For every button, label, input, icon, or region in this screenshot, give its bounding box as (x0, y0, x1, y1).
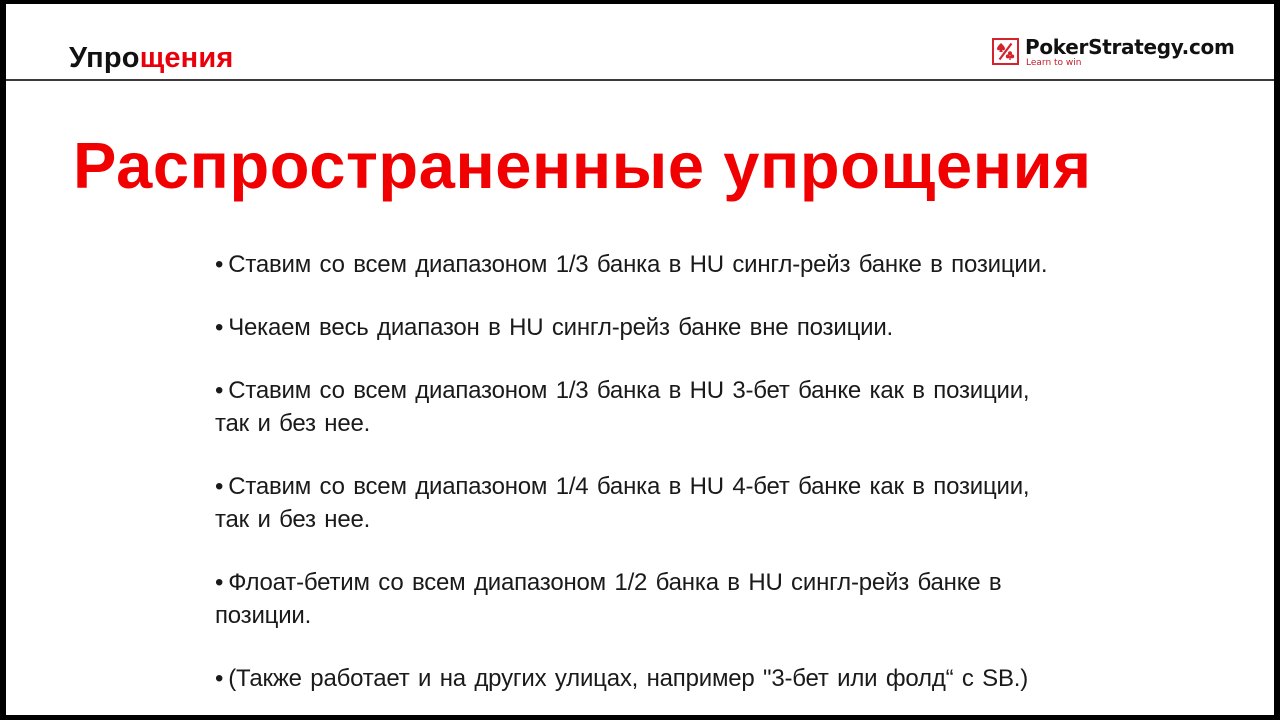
bullet-text: (Также работает и на других улицах, например "3-бет или фолд“ с SB.) (228, 665, 1029, 692)
bullet-line (215, 248, 1135, 281)
bullet-item (215, 566, 1135, 632)
bullet-line (215, 374, 1135, 407)
section-title-dark: Упро (69, 42, 140, 74)
bullet-dot: • (215, 251, 224, 278)
bullet-text: Чекаем весь диапазон в HU сингл-рейз банке вне позиции. (228, 314, 893, 341)
bullet-line (215, 662, 1135, 695)
bullet-dot: • (215, 665, 224, 692)
pokerstrategy-logo (992, 36, 1235, 72)
bullet-item (215, 470, 1135, 536)
bullet-text: Ставим со всем диапазоном 1/3 банка в HU 3-бет банке как в позиции, (228, 377, 1030, 404)
bullet-text: Флоат-бетим со всем диапазоном 1/2 банка в HU сингл-рейз банке в (228, 569, 1002, 596)
bullet-dot: • (215, 377, 224, 404)
bullet-item (215, 248, 1135, 281)
logo-tagline: Learn to win (1026, 58, 1082, 68)
section-title (69, 40, 234, 76)
bullet-text: Ставим со всем диапазоном 1/4 банка в HU 4-бет банке как в позиции, (228, 473, 1030, 500)
bullet-line (215, 470, 1135, 503)
bullet-dot: • (215, 314, 224, 341)
header-divider (6, 79, 1274, 81)
slide-title: Распространенные упрощения (73, 129, 1092, 202)
bullet-item (215, 662, 1135, 695)
logo-name: PokerStrategy.com (1025, 35, 1235, 59)
bullet-dot: • (215, 473, 224, 500)
logo-text (1025, 36, 1235, 68)
section-title-accent: щения (139, 42, 234, 74)
bullet-text: Ставим со всем диапазоном 1/3 банка в HU сингл-рейз банке в позиции. (228, 251, 1048, 278)
bullet-item (215, 374, 1135, 440)
percent-suits-icon (992, 38, 1019, 65)
bullet-list (215, 248, 1135, 715)
bullet-line-continuation: позиции. (215, 602, 312, 629)
slide-header (6, 4, 1274, 80)
bullet-item (215, 311, 1135, 344)
bullet-line (215, 311, 1135, 344)
slide (6, 4, 1274, 715)
bullet-line-continuation: так и без нее. (215, 506, 371, 533)
bullet-line-continuation: так и без нее. (215, 410, 371, 437)
bullet-dot: • (215, 569, 224, 596)
bullet-line (215, 566, 1135, 599)
